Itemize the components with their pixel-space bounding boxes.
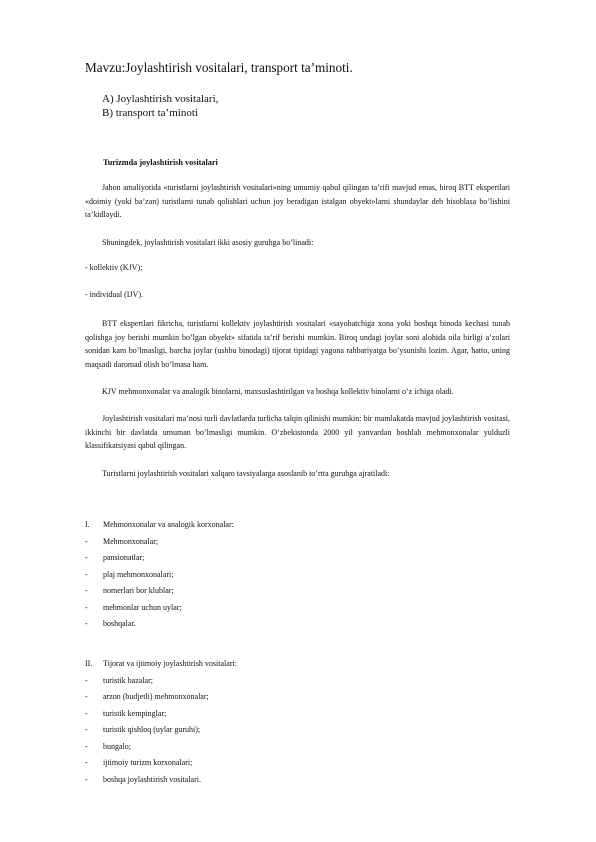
outline-item-b: B) transport ta’minoti [102, 107, 198, 119]
list-item: mehmonlar uchun uylar; [103, 603, 182, 612]
list-dash: - [85, 775, 88, 784]
paragraph-5: Joylashtirish vositalari ma’nosi turli davlatlarda turlicha talqin qilinishi mumkin: bir mamlakatda mavjud joylashtirish vositasi, ikkinchi bir davlatda umuman bo’lmasligi mumkin. O’zbekistonda 2000 yil yanvardan boshlab mehmonxonalar yulduzli klassifikatsiyasi qabul qilingan. [85, 414, 510, 451]
list-dash: - [85, 537, 88, 546]
list-dash: - [85, 603, 88, 612]
section-heading: Turizmda joylashtirish vositalari [103, 158, 218, 167]
list-dash: - [85, 586, 88, 595]
group-individual: - individual (IJV). [85, 290, 143, 299]
document-title: Mavzu:Joylashtirish vositalari, transport ta’minoti. [85, 60, 353, 75]
list-item: Mehmonxonalar; [103, 537, 159, 546]
paragraph-1: Jahon amaliyotida «turistlarni joylashtirish vositalari»ning umumiy qabul qilingan ta’rifi mavjud emas, biroq BTT ekspertlari «doimiy (yoki ba’zan) turistlarni tunab qolishlari uchun joy beradigan istalgan obyekt»larni shundaylar deb hisoblasa bo’lishini ta’kidlaydi. [85, 183, 510, 220]
list-dash: - [85, 709, 88, 718]
paragraph-6: Turistlarni joylashtirish vositalari xalqaro tavsiyalarga asoslanib to’rtta guruhga ajratiladi: [102, 469, 390, 478]
list-item: boshqa joylashtirish vositalari. [103, 775, 201, 784]
list-item: bungalo; [103, 742, 131, 751]
list-item: arzon (budjetli) mehmonxonalar; [103, 692, 209, 701]
list-dash: - [85, 570, 88, 579]
list-item: turistik kempinglar; [103, 709, 167, 718]
list-item: plaj mehmonxonalari; [103, 570, 174, 579]
list-item: ijtimoiy turizm korxonalari; [103, 758, 193, 767]
list-dash: - [85, 692, 88, 701]
section-1-title: Mehmonxonalar va analogik korxonalar: [103, 520, 234, 529]
list-dash: - [85, 553, 88, 562]
section-2-number: II. [85, 659, 93, 668]
list-item: turistik qishloq (uylar guruhi); [103, 725, 201, 734]
list-item: turistik bazalar; [103, 676, 153, 685]
list-dash: - [85, 742, 88, 751]
list-dash: - [85, 758, 88, 767]
section-1-number: I. [85, 520, 90, 529]
list-item: nomerlari bor klublar; [103, 586, 174, 595]
list-item: boshqalar. [103, 619, 136, 628]
list-item: pansionatlar; [103, 553, 145, 562]
list-dash: - [85, 676, 88, 685]
paragraph-4: KJV mehmonxonalar va analogik binolarni, maxsuslashtirilgan va boshqa kollektiv binolarni o’z ichiga oladi. [102, 387, 454, 396]
outline-item-a: A) Joylashtirish vositalari, [102, 93, 219, 105]
paragraph-3: BTT ekspertlari fikricha, turistlarni kollektiv joylashtirish vositalari «sayohatchiga xona yoki boshqa binoda kechasi tunab qolishga joy berishi mumkin bo’lgan obyekt» sifatida ta’rif berishi mumkin. Biroq undagi joylar soni alohida oila birligi a’zolari sonidan kam bo’lmasligi, barcha joylar (ushbu binodagi) tijorat tipidagi yagona rahbariyatga bo’ysunishi lozim. Agar, hatto, uning maqsadi daromad olish bo’lmasa ham. [85, 319, 510, 369]
group-kollektiv: - kollektiv (KJV); [85, 263, 143, 272]
paragraph-2: Shuningdek, joylashtirish vositalari ikki asosiy guruhga bo’linadi: [102, 238, 314, 247]
section-2-title: Tijorat va ijtimoiy joylashtirish vositalari: [103, 659, 237, 668]
list-dash: - [85, 619, 88, 628]
list-dash: - [85, 725, 88, 734]
